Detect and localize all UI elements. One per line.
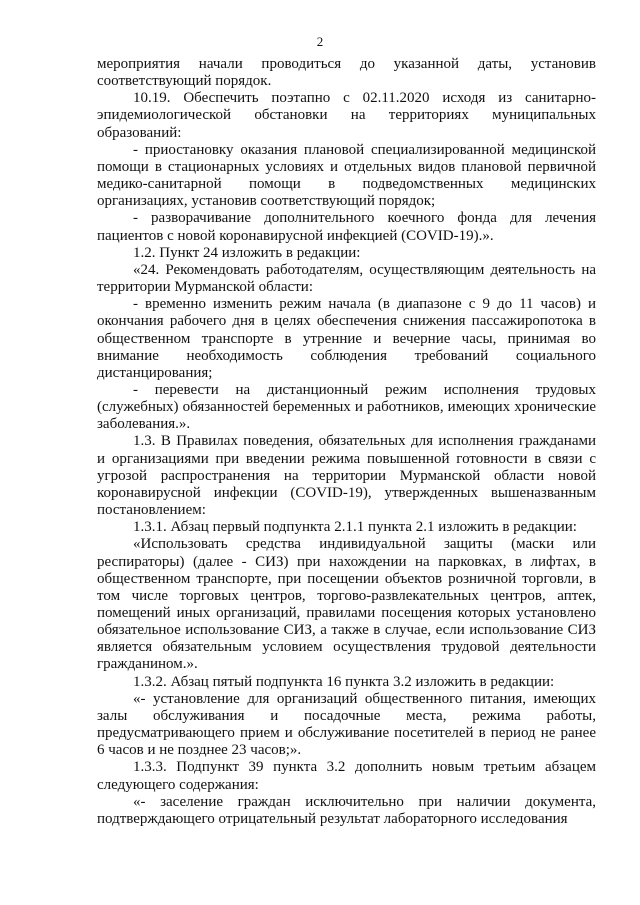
paragraph-2: 10.19. Обеспечить поэтапно с 02.11.2020 исходя из санитарно-эпидемиологической обстановки на территориях муниципальных образований: — [97, 90, 596, 141]
paragraph-1: мероприятия начали проводиться до указанной даты, установив соответствующий порядок. — [97, 56, 596, 90]
paragraph-13: «- установление для организаций общественного питания, имеющих залы обслуживания и посадочные места, режима работы, предусматривающего прием и обслуживание посетителей в период не ранее 6 часов и не позднее 23 часов;». — [97, 690, 596, 759]
page-number: 2 — [316, 34, 324, 49]
paragraph-7: - временно изменить режим начала (в диапазоне с 9 до 11 часов) и окончания рабочего дня в целях обеспечения снижения пассажиропотока в общественном транспорте в утренние и вечерние часы, принимая во внимание необходимость соблюдения требований социального дистанцирования; — [97, 296, 596, 381]
paragraph-11: «Использовать средства индивидуальной защиты (маски или респираторы) (далее - СИЗ) при нахождении на парковках, в лифтах, в общественном транспорте, при посещении объектов розничной торговли, в том числе торговых центров, торгово-развлекательных центров, аптек, помещений иных организаций, правилами посещения которых установлено обязательное использование СИЗ, а также в случае, если использование СИЗ является обязательным условием осуществления трудовой деятельности гражданином.». — [97, 536, 596, 673]
paragraph-8: - перевести на дистанционный режим исполнения трудовых (служебных) обязанностей беременных и работников, имеющих хронические заболевания.». — [97, 381, 596, 433]
paragraph-14: 1.3.3. Подпункт 39 пункта 3.2 дополнить новым третьим абзацем следующего содержания: — [97, 759, 596, 793]
paragraph-9: 1.3. В Правилах поведения, обязательных для исполнения гражданами и организациями при введении режима повышенной готовности в связи с угрозой распространения на территории Мурманской области новой коронавирусной инфекции (COVID-19), утвержденных вышеназванным постановлением: — [97, 433, 596, 519]
document-body — [97, 56, 596, 828]
paragraph-3: - приостановку оказания плановой специализированной медицинской помощи в стационарных условиях и отдельных видов плановой первичной медико-санитарной помощи в подведомственных медицинских организациях, установив соответствующий порядок; — [97, 141, 596, 210]
paragraph-5: 1.2. Пункт 24 изложить в редакции: — [133, 244, 361, 261]
paragraph-10: 1.3.1. Абзац первый подпункта 2.1.1 пункта 2.1 изложить в редакции: — [133, 519, 577, 536]
paragraph-6: «24. Рекомендовать работодателям, осуществляющим деятельность на территории Мурманской области: — [97, 261, 596, 296]
paragraph-12: 1.3.2. Абзац пятый подпункта 16 пункта 3.2 изложить в редакции: — [133, 673, 555, 690]
paragraph-4: - разворачивание дополнительного коечного фонда для лечения пациентов с новой коронавирусной инфекцией (COVID-19).». — [97, 210, 596, 244]
paragraph-15: «- заселение граждан исключительно при наличии документа, подтверждающего отрицательный результат лабораторного исследования — [97, 793, 596, 827]
